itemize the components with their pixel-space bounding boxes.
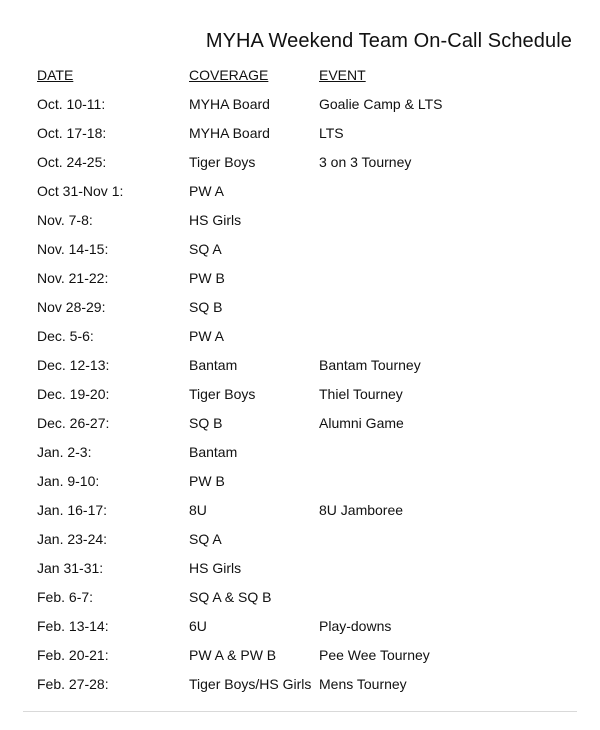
row-coverage: HS Girls — [189, 560, 242, 576]
table-row — [0, 530, 600, 550]
table-row — [0, 646, 600, 666]
row-date: Feb. 13-14: — [37, 618, 109, 634]
row-date: Jan. 16-17: — [37, 502, 108, 518]
row-event: 8U Jamboree — [319, 502, 404, 518]
row-coverage: Tiger Boys — [189, 386, 256, 402]
table-row — [0, 675, 600, 695]
row-coverage: PW A — [189, 328, 225, 344]
table-row — [0, 182, 600, 202]
table-row — [0, 414, 600, 434]
table-row — [0, 385, 600, 405]
row-date: Feb. 20-21: — [37, 647, 109, 663]
row-date: Dec. 5-6: — [37, 328, 94, 344]
row-coverage: HS Girls — [189, 212, 242, 228]
table-row — [0, 240, 600, 260]
row-event: Pee Wee Tourney — [319, 647, 430, 663]
row-date: Nov. 21-22: — [37, 270, 109, 286]
row-date: Oct. 10-11: — [37, 96, 106, 112]
row-date: Jan. 2-3: — [37, 444, 92, 460]
row-coverage: PW A — [189, 183, 225, 199]
row-date: Nov. 14-15: — [37, 241, 109, 257]
row-date: Jan. 23-24: — [37, 531, 108, 547]
header-coverage: COVERAGE — [189, 67, 269, 83]
row-date: Nov 28-29: — [37, 299, 106, 315]
table-row — [0, 327, 600, 347]
table-header — [0, 66, 600, 86]
row-coverage: SQ B — [189, 299, 223, 315]
header-event: EVENT — [319, 67, 366, 83]
row-event: 3 on 3 Tourney — [319, 154, 412, 170]
row-date: Oct. 17-18: — [37, 125, 107, 141]
row-date: Jan. 9-10: — [37, 473, 100, 489]
row-coverage: SQ A — [189, 531, 222, 547]
row-event: Mens Tourney — [319, 676, 407, 692]
row-coverage: Bantam — [189, 357, 238, 373]
row-event: Goalie Camp & LTS — [319, 96, 443, 112]
row-date: Oct. 24-25: — [37, 154, 107, 170]
table-row — [0, 472, 600, 492]
row-date: Dec. 26-27: — [37, 415, 110, 431]
row-event: Play-downs — [319, 618, 392, 634]
row-date: Dec. 19-20: — [37, 386, 110, 402]
row-event: LTS — [319, 125, 344, 141]
row-event: Bantam Tourney — [319, 357, 421, 373]
row-event: Alumni Game — [319, 415, 404, 431]
table-row — [0, 588, 600, 608]
table-row — [0, 298, 600, 318]
row-coverage: SQ A — [189, 241, 222, 257]
row-event: Thiel Tourney — [319, 386, 403, 402]
row-date: Feb. 27-28: — [37, 676, 109, 692]
page-title: MYHA Weekend Team On-Call Schedule — [205, 30, 572, 52]
row-coverage: Tiger Boys/HS Girls — [189, 676, 312, 692]
row-coverage: PW B — [189, 270, 225, 286]
table-row — [0, 617, 600, 637]
row-coverage: MYHA Board — [189, 125, 270, 141]
table-row — [0, 559, 600, 579]
row-coverage: SQ A & SQ B — [189, 589, 272, 605]
row-date: Oct 31-Nov 1: — [37, 183, 124, 199]
table-row — [0, 269, 600, 289]
table-row — [0, 501, 600, 521]
row-coverage: 8U — [189, 502, 207, 518]
row-coverage: MYHA Board — [189, 96, 270, 112]
row-coverage: PW B — [189, 473, 225, 489]
row-coverage: 6U — [189, 618, 207, 634]
table-row — [0, 124, 600, 144]
row-date: Jan 31-31: — [37, 560, 104, 576]
table-row — [0, 356, 600, 376]
row-date: Nov. 7-8: — [37, 212, 93, 228]
row-coverage: PW A & PW B — [189, 647, 277, 663]
row-coverage: Tiger Boys — [189, 154, 256, 170]
header-date: DATE — [37, 67, 74, 83]
table-row — [0, 443, 600, 463]
table-row — [0, 153, 600, 173]
table-row — [0, 95, 600, 115]
row-coverage: SQ B — [189, 415, 223, 431]
row-coverage: Bantam — [189, 444, 238, 460]
row-date: Dec. 12-13: — [37, 357, 110, 373]
table-row — [0, 211, 600, 231]
divider — [23, 711, 577, 712]
row-date: Feb. 6-7: — [37, 589, 94, 605]
